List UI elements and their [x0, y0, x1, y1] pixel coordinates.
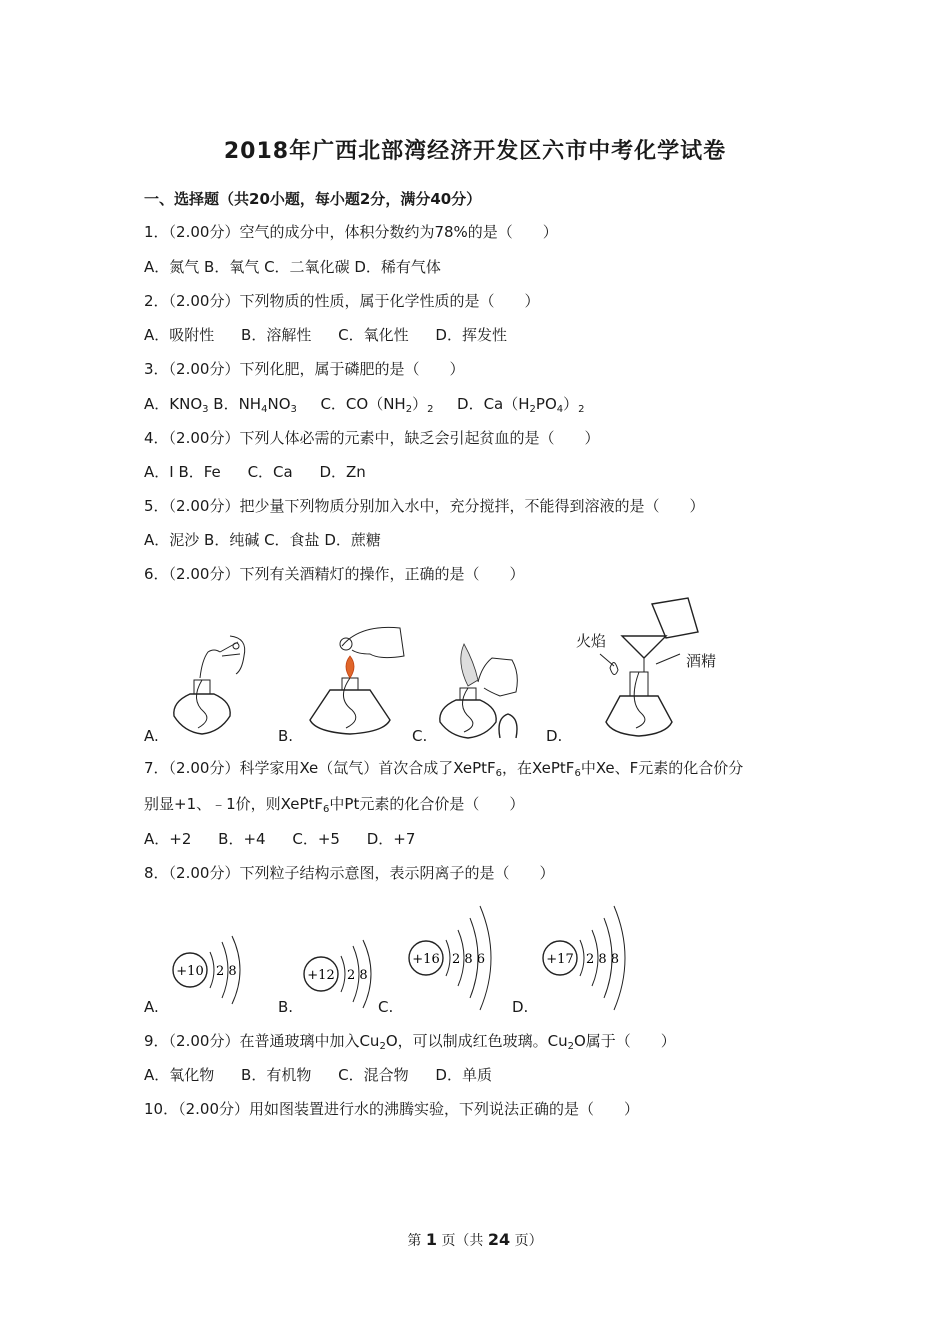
page-title: 2018年广西北部湾经济开发区六市中考化学试卷	[223, 139, 727, 164]
q7-option-c: C．+5	[292, 830, 340, 848]
q8-label-c: C.	[378, 998, 394, 1016]
q2-option-d: D．挥发性	[435, 326, 507, 344]
q8-label-b: B.	[278, 998, 294, 1016]
alcohol-lamp-figure-b	[300, 620, 410, 745]
q5-options: A．泥沙 B．纯碱 C．食盐 D．蔗糖	[144, 531, 381, 549]
q4-options	[144, 462, 366, 482]
fig-d-alcohol-label: 酒精	[686, 652, 717, 670]
atom-diagram-b	[303, 930, 383, 1010]
atom-d-nucleus: +17	[546, 952, 574, 967]
q9-option-b: B．有机物	[241, 1066, 312, 1084]
q4-option-d: D．Zn	[319, 463, 366, 481]
q4-option-ab: A．I B．Fe	[144, 463, 221, 481]
q9-options	[144, 1065, 492, 1085]
atom-c-shells: 2 8 6	[452, 952, 486, 967]
q6-label-b: B.	[278, 727, 294, 745]
atom-diagram-d	[540, 900, 640, 995]
fig-d-flame-label: 火焰	[576, 632, 607, 650]
q9-option-c: C．混合物	[338, 1066, 409, 1084]
alcohol-lamp-figure-a	[160, 630, 250, 745]
q3-options	[144, 394, 585, 414]
atom-b-shells: 2 8	[347, 968, 368, 983]
q8-label-d: D.	[512, 998, 529, 1016]
q6-label-d: D.	[546, 727, 563, 745]
q9-option-a: A．氧化物	[144, 1066, 215, 1084]
atom-c-nucleus: +16	[412, 952, 440, 967]
section-heading: 一、选择题（共20小题，每小题2分，满分40分）	[144, 190, 482, 208]
total-page-number: 24	[487, 1230, 511, 1249]
q8-label-a: A.	[144, 998, 159, 1016]
q8-stem: 8．（2.00分）下列粒子结构示意图，表示阴离子的是（ ）	[144, 864, 555, 882]
q7-option-b: B．+4	[218, 830, 266, 848]
q2-options	[144, 325, 507, 345]
alcohol-lamp-figure-d	[570, 596, 710, 746]
q9-option-d: D．单质	[435, 1066, 492, 1084]
atom-a-nucleus: +10	[176, 964, 204, 979]
q3-option-b: B．$NH_4NO_3$	[213, 395, 297, 415]
q4-stem: 4．（2.00分）下列人体必需的元素中，缺乏会引起贫血的是（ ）	[144, 429, 600, 447]
q7-stem-line1: 7．（2.00分）科学家用Xe（氙气）首次合成了XePtF$_6$，在XePtF$_6$中Xe、F元素的化合价分	[144, 759, 744, 779]
q9-stem: 9．（2.00分）在普通玻璃中加入$Cu_2O$，可以制成红色玻璃。$Cu_2O$属于（ ）	[144, 1032, 676, 1052]
q2-option-c: C．氧化性	[338, 326, 409, 344]
q7-options	[144, 829, 415, 849]
atom-a-shells: 2 8	[216, 964, 237, 979]
q10-stem: 10．（2.00分）用如图装置进行水的沸腾实验，下列说法正确的是（ ）	[144, 1100, 639, 1118]
q7-stem-line2: 别显+1、﹣1价，则XePtF$_6$中Pt元素的化合价是（ ）	[144, 795, 525, 815]
q3-option-a: A．$KNO_3$	[144, 395, 209, 415]
atom-b-nucleus: +12	[307, 968, 335, 983]
q1-options: A．氮气 B．氧气 C．二氧化碳 D．稀有气体	[144, 258, 441, 276]
q1-stem: 1．（2.00分）空气的成分中，体积分数约为78%的是（ ）	[144, 223, 558, 241]
q4-option-c: C．Ca	[247, 463, 293, 481]
current-page-number: 1	[425, 1230, 437, 1249]
page-footer: 第 1 页（共 24 页）	[407, 1230, 543, 1249]
q3-option-c: C．$CO(NH_2)_2$	[320, 395, 434, 415]
atom-d-shells: 2 8 8	[586, 952, 620, 967]
q3-option-d: D．$Ca(H_2PO_4)_2$	[457, 395, 585, 415]
atom-diagram-a	[172, 928, 252, 1008]
alcohol-lamp-figure-c	[430, 622, 530, 745]
atom-diagram-c	[406, 900, 506, 995]
q7-option-d: D．+7	[366, 830, 416, 848]
q6-label-a: A.	[144, 727, 159, 745]
q7-option-a: A．+2	[144, 830, 192, 848]
q2-option-a: A．吸附性	[144, 326, 215, 344]
q6-label-c: C.	[412, 727, 428, 745]
q3-stem: 3．（2.00分）下列化肥，属于磷肥的是（ ）	[144, 360, 465, 378]
q6-stem: 6．（2.00分）下列有关酒精灯的操作，正确的是（ ）	[144, 565, 525, 583]
q5-stem: 5．（2.00分）把少量下列物质分别加入水中，充分搅拌，不能得到溶液的是（ ）	[144, 497, 705, 515]
q2-option-b: B．溶解性	[241, 326, 312, 344]
q2-stem: 2．（2.00分）下列物质的性质，属于化学性质的是（ ）	[144, 292, 540, 310]
